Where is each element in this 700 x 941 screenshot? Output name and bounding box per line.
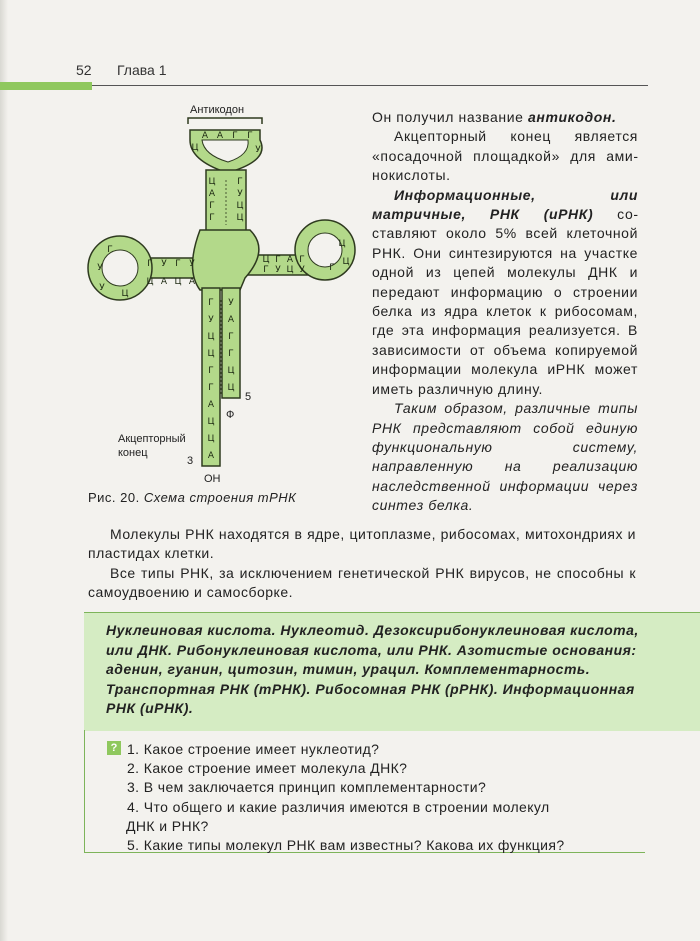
paragraph [372, 108, 638, 127]
t-loop-inner [308, 233, 342, 267]
nt-letter: У [161, 259, 167, 269]
page-edge [0, 0, 8, 941]
nt-letter: Г [208, 366, 214, 376]
text-span: Он получил название [372, 109, 528, 125]
nt-letter: Ц [227, 366, 235, 376]
nt-letter: Ц [342, 257, 350, 267]
nt-letter: А [188, 277, 196, 287]
nt-letter: Г [275, 255, 281, 265]
three-prime-label: 3 [187, 455, 194, 467]
nt-letter: А [227, 315, 235, 325]
right-column-text [372, 108, 638, 516]
term-anticodon: антикодон. [528, 109, 617, 125]
phi-label: Ф [226, 409, 235, 421]
nt-letter: Ц [174, 277, 182, 287]
nt-letter: Г [147, 259, 153, 269]
nt-letter: Ц [262, 255, 270, 265]
nt-letter: А [160, 277, 168, 287]
nt-letter: Г [237, 177, 243, 187]
anticodon-label: Антикодон [190, 104, 245, 116]
nt-letter: Ц [207, 434, 215, 444]
trna-diagram [80, 100, 370, 490]
page-number: 52 [76, 62, 92, 78]
question-item: 4. Что общего и какие различия имеются в строении молекул [127, 798, 550, 815]
questions-list [127, 740, 635, 855]
acceptor-label-1: Акцепторный [118, 433, 186, 445]
nt-letter: Ц [286, 265, 294, 275]
nt-letter: У [255, 145, 261, 155]
key-terms-box [84, 612, 700, 731]
nt-letter: У [275, 265, 281, 275]
nt-letter: Г [329, 263, 335, 273]
nt-letter: Г [247, 131, 253, 141]
question-item: 3. В чем заключается принцип комплементарности? [127, 779, 487, 796]
caption-prefix: Рис. 20. [88, 490, 140, 505]
nt-letter: Ц [121, 289, 129, 299]
chapter-title: Глава 1 [117, 62, 167, 78]
nt-letter: А [286, 255, 294, 265]
nt-letter: У [237, 189, 243, 199]
nt-letter: Ц [227, 383, 235, 393]
header-accent-bar [0, 82, 92, 90]
question-item: 2. Какое строение имеет молекула ДНК? [127, 760, 408, 777]
term-irna: Информационные, или матричные, РНК (иРНК) [372, 186, 638, 223]
caption-text: Схема строения тРНК [143, 490, 297, 505]
nt-letter: Г [228, 349, 234, 359]
nt-letter: Г [228, 332, 234, 342]
nt-letter: Г [208, 298, 214, 308]
nt-letter: У [99, 283, 105, 293]
nt-letter: Ц [338, 239, 346, 249]
nt-letter: Г [175, 259, 181, 269]
nt-letter: Ц [236, 201, 244, 211]
paragraph: Акцепторный конец является «посадочной площадкой» для аминокислоты. [372, 128, 638, 184]
nt-letter: Ц [207, 349, 215, 359]
nt-letter: А [207, 451, 215, 461]
oh-label: ОН [204, 473, 221, 485]
nt-letter: Г [107, 245, 113, 255]
nt-letter: Ц [207, 332, 215, 342]
d-loop-inner [102, 250, 138, 286]
trna-core [193, 230, 259, 290]
question-item: ДНК и РНК? [126, 817, 209, 834]
figure-caption [88, 490, 296, 505]
key-terms: Нуклеиновая кислота. Нуклеотид. Дезоксирибонуклеиновая кислота, или ДНК. Рибонуклеиновая кислота, или РНК. Азотистые основания: аденин, гуанин, цитозин, тимин, урацил. Комплементарность. Транспортная РНК (тРНК). Рибосомная РНК (рРНК). Информационная РНК (иРНК). [106, 622, 639, 716]
anticodon-bracket [188, 118, 262, 124]
nt-letter: Ц [236, 213, 244, 223]
nt-letter: Ц [191, 143, 199, 153]
nt-letter: Ц [207, 417, 215, 427]
nt-letter: У [228, 298, 234, 308]
question-mark-icon: ? [107, 741, 121, 755]
paragraph: Таким образом, различные типы РНК представляют собой единую функциональную систему, направленную на реализацию наследственной информации через синтез белка. [372, 400, 638, 514]
nt-letter: Г [209, 213, 215, 223]
nt-letter: А [201, 131, 209, 141]
question-item: 1. Какое строение имеет нуклеотид? [127, 741, 380, 757]
header-rule [92, 85, 648, 86]
nt-letter: У [208, 315, 214, 325]
nt-letter: А [208, 189, 216, 199]
nt-letter: А [216, 131, 224, 141]
nt-letter: У [189, 259, 195, 269]
five-prime-label: 5 [245, 391, 252, 403]
nt-letter: А [207, 400, 215, 410]
paragraph: Молекулы РНК находятся в ядре, цитоплазме, рибосомах, митохондриях и пластидах клетки. [88, 526, 636, 562]
nt-letter: Г [263, 265, 269, 275]
acceptor-label-2: конец [118, 447, 148, 459]
nt-letter: Г [299, 255, 305, 265]
nt-letter: Ц [208, 177, 216, 187]
paragraph: Все типы РНК, за исключением генетической РНК вирусов, не способны к самоудвоению и самосборке. [88, 564, 636, 601]
nt-letter: Г [208, 383, 214, 393]
question-item: 5. Какие типы молекул РНК вам известны? Какова их функция? [127, 837, 565, 854]
text-span: составляют около 5% всей клеточной РНК. Они синтезируются на участке одной из цепей молекулы ДНК и передают информацию о строении белка из ядра клеток к рибосомам, где эта информация реализуется. В зависимости от объема копируемой информации молекула иРНК может иметь различную длину. [372, 206, 638, 397]
body-text [88, 525, 636, 603]
nt-letter: Г [209, 201, 215, 211]
nt-letter: У [299, 265, 305, 275]
paragraph [372, 186, 638, 399]
nt-letter: Ц [146, 277, 154, 287]
nt-letter: У [97, 263, 103, 273]
nt-letter: Г [232, 131, 238, 141]
